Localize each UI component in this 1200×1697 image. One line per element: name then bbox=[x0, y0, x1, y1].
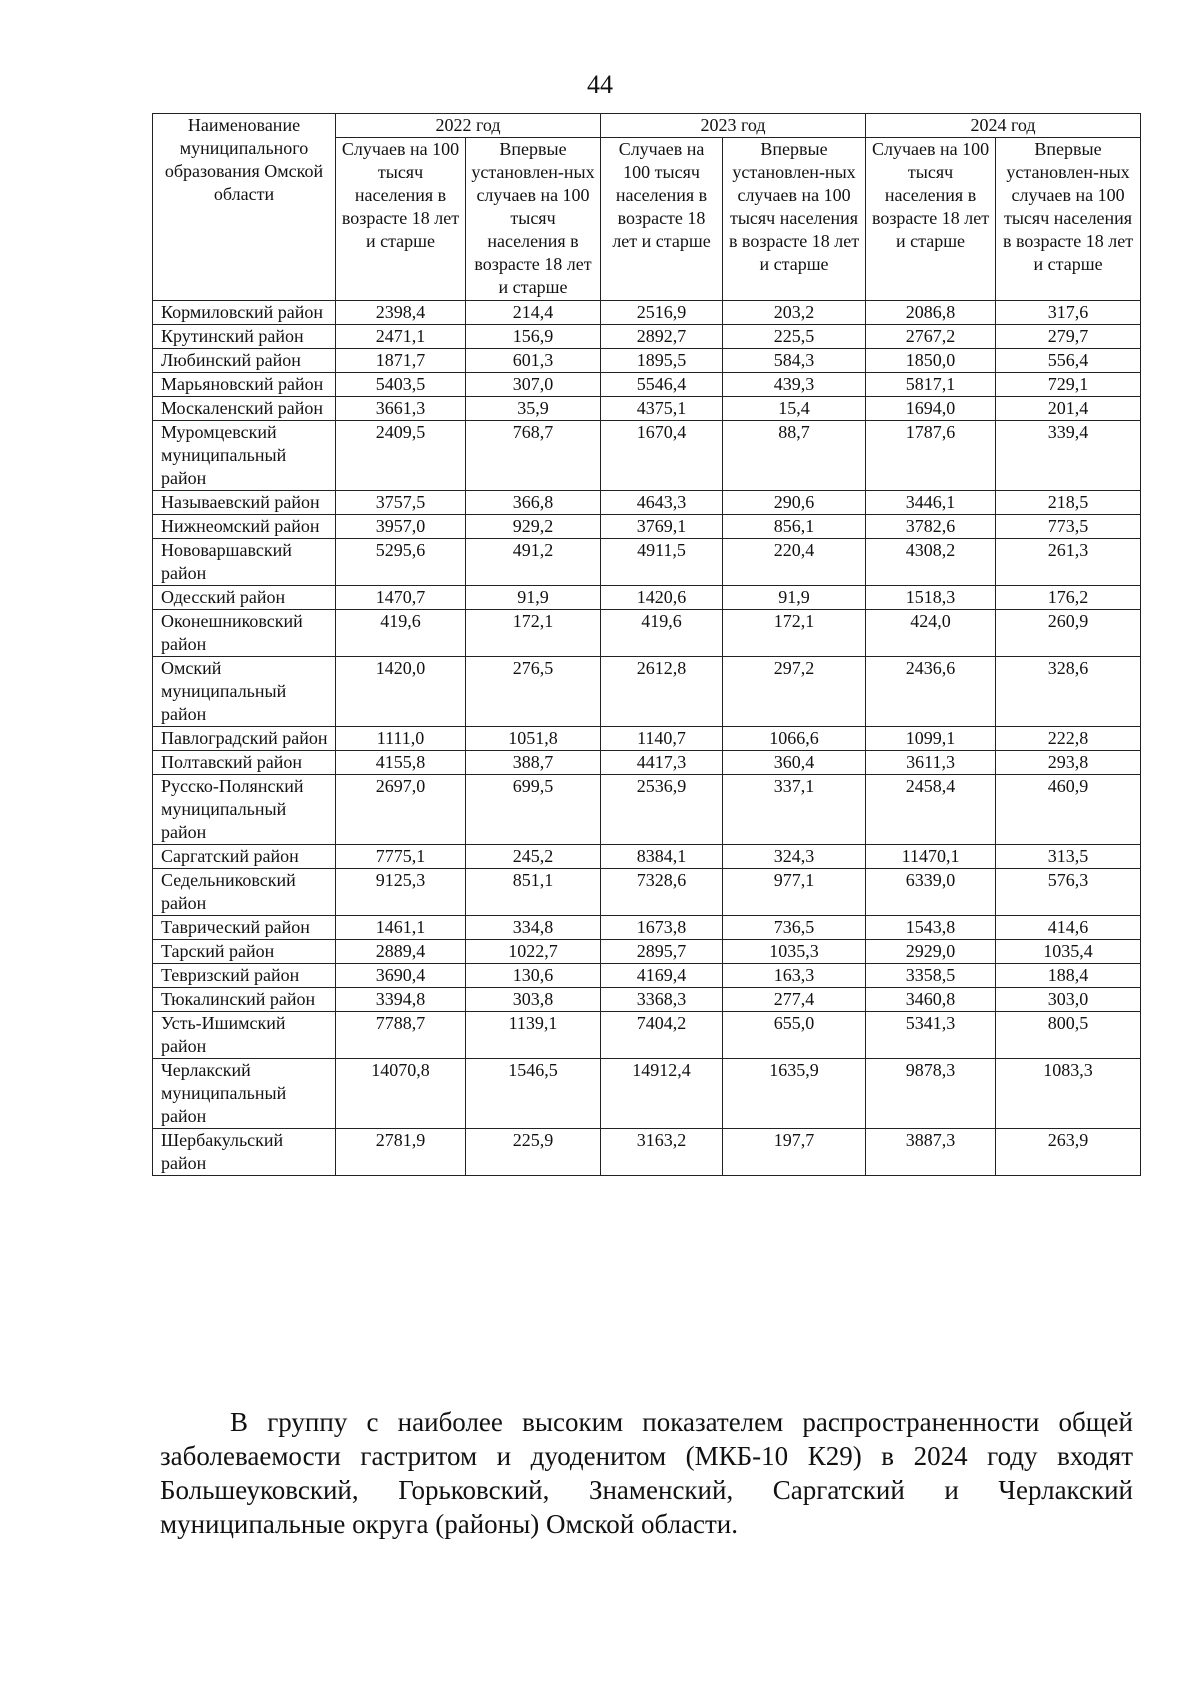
value-cell: 337,1 bbox=[723, 775, 866, 845]
cases-column-header: Случаев на 100 тысяч населения в возрасте 18 лет и старше bbox=[601, 138, 723, 301]
table-row bbox=[153, 301, 1141, 325]
value-cell: 15,4 bbox=[723, 397, 866, 421]
value-cell: 9125,3 bbox=[336, 869, 466, 916]
value-cell: 328,6 bbox=[996, 657, 1141, 727]
value-cell: 1461,1 bbox=[336, 916, 466, 940]
district-name-cell: Тевризский район bbox=[153, 964, 336, 988]
table-row bbox=[153, 421, 1141, 491]
value-cell: 91,9 bbox=[466, 586, 601, 610]
table-row bbox=[153, 515, 1141, 539]
value-cell: 4643,3 bbox=[601, 491, 723, 515]
table-row bbox=[153, 657, 1141, 727]
value-cell: 773,5 bbox=[996, 515, 1141, 539]
table-row bbox=[153, 988, 1141, 1012]
value-cell: 4155,8 bbox=[336, 751, 466, 775]
value-cell: 1546,5 bbox=[466, 1059, 601, 1129]
value-cell: 5546,4 bbox=[601, 373, 723, 397]
cases-column-header: Случаев на 100 тысяч населения в возрасте 18 лет и старше bbox=[336, 138, 466, 301]
value-cell: 4169,4 bbox=[601, 964, 723, 988]
value-cell: 2516,9 bbox=[601, 301, 723, 325]
value-cell: 1140,7 bbox=[601, 727, 723, 751]
table-row bbox=[153, 491, 1141, 515]
value-cell: 14912,4 bbox=[601, 1059, 723, 1129]
value-cell: 584,3 bbox=[723, 349, 866, 373]
value-cell: 1470,7 bbox=[336, 586, 466, 610]
value-cell: 2612,8 bbox=[601, 657, 723, 727]
value-cell: 263,9 bbox=[996, 1129, 1141, 1176]
district-name-cell: Нововаршавский район bbox=[153, 539, 336, 586]
value-cell: 1099,1 bbox=[866, 727, 996, 751]
table-row bbox=[153, 845, 1141, 869]
district-name-cell: Муромцевский муниципальный район bbox=[153, 421, 336, 491]
value-cell: 556,4 bbox=[996, 349, 1141, 373]
name-column-header: Наименование муниципального образования Омской области bbox=[153, 114, 336, 301]
value-cell: 4308,2 bbox=[866, 539, 996, 586]
district-name-cell: Седельниковский район bbox=[153, 869, 336, 916]
value-cell: 439,3 bbox=[723, 373, 866, 397]
value-cell: 277,4 bbox=[723, 988, 866, 1012]
value-cell: 768,7 bbox=[466, 421, 601, 491]
value-cell: 1022,7 bbox=[466, 940, 601, 964]
value-cell: 156,9 bbox=[466, 325, 601, 349]
value-cell: 3368,3 bbox=[601, 988, 723, 1012]
district-name-cell: Саргатский район bbox=[153, 845, 336, 869]
table-row bbox=[153, 586, 1141, 610]
value-cell: 2536,9 bbox=[601, 775, 723, 845]
table-row bbox=[153, 1059, 1141, 1129]
district-name-cell: Усть-Ишимский район bbox=[153, 1012, 336, 1059]
value-cell: 260,9 bbox=[996, 610, 1141, 657]
value-cell: 414,6 bbox=[996, 916, 1141, 940]
value-cell: 339,4 bbox=[996, 421, 1141, 491]
value-cell: 419,6 bbox=[336, 610, 466, 657]
value-cell: 4911,5 bbox=[601, 539, 723, 586]
value-cell: 2767,2 bbox=[866, 325, 996, 349]
value-cell: 4375,1 bbox=[601, 397, 723, 421]
value-cell: 655,0 bbox=[723, 1012, 866, 1059]
value-cell: 225,9 bbox=[466, 1129, 601, 1176]
table-row bbox=[153, 727, 1141, 751]
value-cell: 388,7 bbox=[466, 751, 601, 775]
value-cell: 307,0 bbox=[466, 373, 601, 397]
table-row bbox=[153, 1129, 1141, 1176]
district-name-cell: Марьяновский район bbox=[153, 373, 336, 397]
value-cell: 225,5 bbox=[723, 325, 866, 349]
year-header: 2024 год bbox=[866, 114, 1141, 138]
value-cell: 424,0 bbox=[866, 610, 996, 657]
value-cell: 5403,5 bbox=[336, 373, 466, 397]
table-row bbox=[153, 964, 1141, 988]
value-cell: 1543,8 bbox=[866, 916, 996, 940]
table-row bbox=[153, 349, 1141, 373]
district-name-cell: Полтавский район bbox=[153, 751, 336, 775]
table-row bbox=[153, 869, 1141, 916]
value-cell: 1670,4 bbox=[601, 421, 723, 491]
cases-column-header: Случаев на 100 тысяч населения в возрасте 18 лет и старше bbox=[866, 138, 996, 301]
value-cell: 1035,3 bbox=[723, 940, 866, 964]
value-cell: 3757,5 bbox=[336, 491, 466, 515]
value-cell: 977,1 bbox=[723, 869, 866, 916]
value-cell: 172,1 bbox=[723, 610, 866, 657]
value-cell: 1083,3 bbox=[996, 1059, 1141, 1129]
value-cell: 297,2 bbox=[723, 657, 866, 727]
value-cell: 1850,0 bbox=[866, 349, 996, 373]
value-cell: 699,5 bbox=[466, 775, 601, 845]
value-cell: 360,4 bbox=[723, 751, 866, 775]
value-cell: 800,5 bbox=[996, 1012, 1141, 1059]
value-cell: 197,7 bbox=[723, 1129, 866, 1176]
value-cell: 7404,2 bbox=[601, 1012, 723, 1059]
value-cell: 14070,8 bbox=[336, 1059, 466, 1129]
value-cell: 2929,0 bbox=[866, 940, 996, 964]
value-cell: 9878,3 bbox=[866, 1059, 996, 1129]
district-name-cell: Оконешниковский район bbox=[153, 610, 336, 657]
value-cell: 1420,0 bbox=[336, 657, 466, 727]
district-name-cell: Тюкалинский район bbox=[153, 988, 336, 1012]
value-cell: 303,0 bbox=[996, 988, 1141, 1012]
district-name-cell: Таврический район bbox=[153, 916, 336, 940]
value-cell: 5295,6 bbox=[336, 539, 466, 586]
table-row bbox=[153, 940, 1141, 964]
value-cell: 201,4 bbox=[996, 397, 1141, 421]
value-cell: 218,5 bbox=[996, 491, 1141, 515]
value-cell: 1139,1 bbox=[466, 1012, 601, 1059]
year-header: 2022 год bbox=[336, 114, 601, 138]
value-cell: 3163,2 bbox=[601, 1129, 723, 1176]
value-cell: 1035,4 bbox=[996, 940, 1141, 964]
value-cell: 3611,3 bbox=[866, 751, 996, 775]
value-cell: 1871,7 bbox=[336, 349, 466, 373]
value-cell: 317,6 bbox=[996, 301, 1141, 325]
value-cell: 460,9 bbox=[996, 775, 1141, 845]
value-cell: 2892,7 bbox=[601, 325, 723, 349]
value-cell: 1518,3 bbox=[866, 586, 996, 610]
value-cell: 576,3 bbox=[996, 869, 1141, 916]
value-cell: 2781,9 bbox=[336, 1129, 466, 1176]
value-cell: 91,9 bbox=[723, 586, 866, 610]
value-cell: 203,2 bbox=[723, 301, 866, 325]
value-cell: 419,6 bbox=[601, 610, 723, 657]
value-cell: 6339,0 bbox=[866, 869, 996, 916]
district-name-cell: Павлоградский район bbox=[153, 727, 336, 751]
value-cell: 8384,1 bbox=[601, 845, 723, 869]
value-cell: 7775,1 bbox=[336, 845, 466, 869]
value-cell: 2436,6 bbox=[866, 657, 996, 727]
value-cell: 293,8 bbox=[996, 751, 1141, 775]
value-cell: 88,7 bbox=[723, 421, 866, 491]
value-cell: 736,5 bbox=[723, 916, 866, 940]
new-cases-column-header: Впервые установлен-ных случаев на 100 тысяч населения в возрасте 18 лет и старше bbox=[466, 138, 601, 301]
district-name-cell: Любинский район bbox=[153, 349, 336, 373]
value-cell: 1895,5 bbox=[601, 349, 723, 373]
value-cell: 5341,3 bbox=[866, 1012, 996, 1059]
value-cell: 851,1 bbox=[466, 869, 601, 916]
value-cell: 261,3 bbox=[996, 539, 1141, 586]
value-cell: 1066,6 bbox=[723, 727, 866, 751]
value-cell: 3358,5 bbox=[866, 964, 996, 988]
value-cell: 2458,4 bbox=[866, 775, 996, 845]
value-cell: 172,1 bbox=[466, 610, 601, 657]
value-cell: 2895,7 bbox=[601, 940, 723, 964]
value-cell: 1420,6 bbox=[601, 586, 723, 610]
value-cell: 276,5 bbox=[466, 657, 601, 727]
district-name-cell: Нижнеомский район bbox=[153, 515, 336, 539]
value-cell: 1051,8 bbox=[466, 727, 601, 751]
value-cell: 1673,8 bbox=[601, 916, 723, 940]
district-name-cell: Шербакульский район bbox=[153, 1129, 336, 1176]
value-cell: 279,7 bbox=[996, 325, 1141, 349]
value-cell: 5817,1 bbox=[866, 373, 996, 397]
value-cell: 214,4 bbox=[466, 301, 601, 325]
table-body bbox=[153, 301, 1141, 1176]
page-number: 44 bbox=[587, 70, 613, 99]
district-name-cell: Русско-Полянский муниципальный район bbox=[153, 775, 336, 845]
value-cell: 3887,3 bbox=[866, 1129, 996, 1176]
value-cell: 3769,1 bbox=[601, 515, 723, 539]
value-cell: 4417,3 bbox=[601, 751, 723, 775]
morbidity-table bbox=[152, 113, 1141, 1176]
value-cell: 491,2 bbox=[466, 539, 601, 586]
value-cell: 7788,7 bbox=[336, 1012, 466, 1059]
district-name-cell: Тарский район bbox=[153, 940, 336, 964]
value-cell: 188,4 bbox=[996, 964, 1141, 988]
value-cell: 1111,0 bbox=[336, 727, 466, 751]
year-header-row bbox=[153, 114, 1141, 138]
value-cell: 3957,0 bbox=[336, 515, 466, 539]
district-name-cell: Черлакский муниципальный район bbox=[153, 1059, 336, 1129]
year-header: 2023 год bbox=[601, 114, 866, 138]
value-cell: 35,9 bbox=[466, 397, 601, 421]
value-cell: 2697,0 bbox=[336, 775, 466, 845]
table-row bbox=[153, 325, 1141, 349]
table-row bbox=[153, 539, 1141, 586]
district-name-cell: Омский муниципальный район bbox=[153, 657, 336, 727]
value-cell: 1694,0 bbox=[866, 397, 996, 421]
district-name-cell: Одесский район bbox=[153, 586, 336, 610]
value-cell: 7328,6 bbox=[601, 869, 723, 916]
value-cell: 929,2 bbox=[466, 515, 601, 539]
value-cell: 324,3 bbox=[723, 845, 866, 869]
value-cell: 222,8 bbox=[996, 727, 1141, 751]
value-cell: 1787,6 bbox=[866, 421, 996, 491]
value-cell: 313,5 bbox=[996, 845, 1141, 869]
value-cell: 3782,6 bbox=[866, 515, 996, 539]
value-cell: 3446,1 bbox=[866, 491, 996, 515]
table-row bbox=[153, 373, 1141, 397]
value-cell: 856,1 bbox=[723, 515, 866, 539]
value-cell: 163,3 bbox=[723, 964, 866, 988]
value-cell: 3394,8 bbox=[336, 988, 466, 1012]
district-name-cell: Называевский район bbox=[153, 491, 336, 515]
value-cell: 3661,3 bbox=[336, 397, 466, 421]
value-cell: 334,8 bbox=[466, 916, 601, 940]
table-row bbox=[153, 610, 1141, 657]
value-cell: 130,6 bbox=[466, 964, 601, 988]
value-cell: 176,2 bbox=[996, 586, 1141, 610]
value-cell: 729,1 bbox=[996, 373, 1141, 397]
new-cases-column-header: Впервые установлен-ных случаев на 100 тысяч населения в возрасте 18 лет и старше bbox=[996, 138, 1141, 301]
body-paragraph: В группу с наиболее высоким показателем распространенности общей заболеваемости гастритом и дуоденитом (МКБ-10 К29) в 2024 году входят Большеуковский, Горьковский, Знаменский, Саргатский и Черлакский муниципальные округа (районы) Омской области. bbox=[160, 1407, 1133, 1539]
value-cell: 2471,1 bbox=[336, 325, 466, 349]
district-name-cell: Крутинский район bbox=[153, 325, 336, 349]
table-row bbox=[153, 916, 1141, 940]
table-row bbox=[153, 775, 1141, 845]
value-cell: 366,8 bbox=[466, 491, 601, 515]
table-row bbox=[153, 1012, 1141, 1059]
value-cell: 11470,1 bbox=[866, 845, 996, 869]
value-cell: 3460,8 bbox=[866, 988, 996, 1012]
district-name-cell: Кормиловский район bbox=[153, 301, 336, 325]
value-cell: 2409,5 bbox=[336, 421, 466, 491]
value-cell: 220,4 bbox=[723, 539, 866, 586]
table-row bbox=[153, 751, 1141, 775]
value-cell: 1635,9 bbox=[723, 1059, 866, 1129]
district-name-cell: Москаленский район bbox=[153, 397, 336, 421]
value-cell: 601,3 bbox=[466, 349, 601, 373]
value-cell: 290,6 bbox=[723, 491, 866, 515]
value-cell: 2086,8 bbox=[866, 301, 996, 325]
value-cell: 2398,4 bbox=[336, 301, 466, 325]
new-cases-column-header: Впервые установлен-ных случаев на 100 тысяч населения в возрасте 18 лет и старше bbox=[723, 138, 866, 301]
value-cell: 245,2 bbox=[466, 845, 601, 869]
value-cell: 3690,4 bbox=[336, 964, 466, 988]
table-row bbox=[153, 397, 1141, 421]
value-cell: 303,8 bbox=[466, 988, 601, 1012]
value-cell: 2889,4 bbox=[336, 940, 466, 964]
